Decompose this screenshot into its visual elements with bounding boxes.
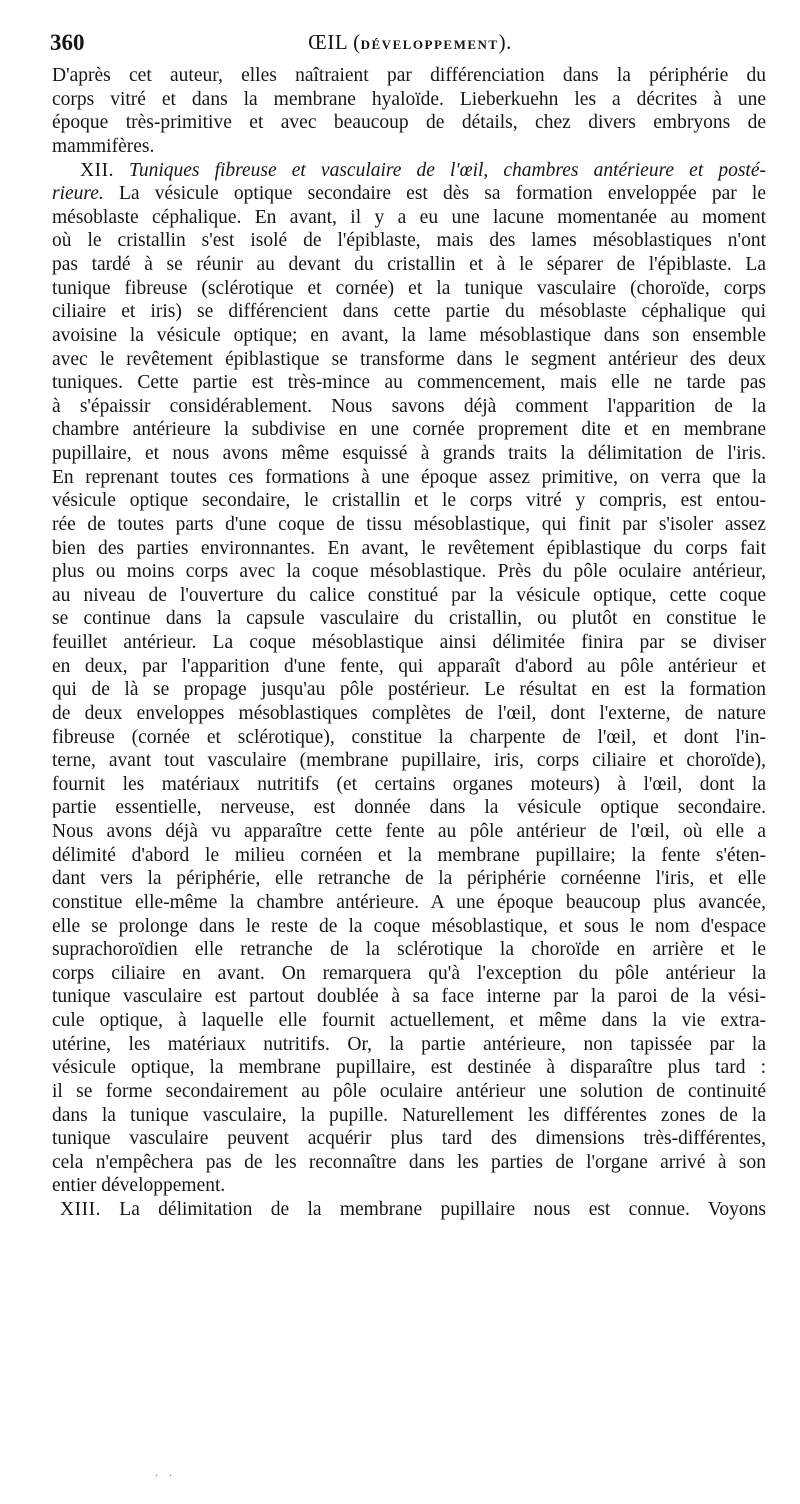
- text-line: avoisine la vésicule optique; en avant, la lame mésoblastique dans son ensemble: [52, 324, 766, 346]
- section-heading-line: [52, 159, 766, 183]
- print-speck: . .: [155, 1465, 176, 1479]
- text-line: vésicule optique secondaire, le cristallin et le corps vitré y compris, est entou-: [52, 490, 766, 512]
- text-line: feuillet antérieur. La coque mésoblastique ainsi délimitée finira par se diviser: [52, 632, 766, 653]
- text-line: se continue dans la capsule vasculaire du cristallin, ou plutôt en constitue le: [52, 608, 766, 630]
- text-line: En reprenant toutes ces formations à une époque assez primitive, on verra que la: [52, 466, 766, 488]
- text-line: elle se prolonge dans le reste de la coque mésoblastique, et sous le nom d'espace: [52, 915, 766, 937]
- text-line: époque très-primitive et avec beaucoup de détails, chez divers embryons de: [52, 112, 766, 134]
- text-line: chambre antérieure la subdivise en une cornée proprement dite et en membrane: [52, 419, 766, 441]
- text-line: corps ciliaire en avant. On remarquera qu'à l'exception du pôle antérieur la: [52, 962, 766, 984]
- text-line: fibreuse (cornée et sclérotique), constitue la charpente de l'œil, et dont l'in-: [52, 726, 766, 748]
- text-line: à s'épaissir considérablement. Nous savons déjà comment l'apparition de la: [52, 395, 766, 417]
- section-title-continued: rieure.: [52, 183, 104, 205]
- text-line: cela n'empêchera pas de les reconnaître dans les parties de l'organe arrivé à son: [52, 1151, 766, 1173]
- running-title: ŒIL (DÉVELOPPEMENT).: [308, 30, 512, 54]
- text-line: utérine, les matériaux nutritifs. Or, la partie antérieure, non tapissée par la: [52, 1033, 766, 1055]
- section-number: XIII.: [60, 1199, 101, 1220]
- running-title-main: ŒIL: [308, 30, 348, 54]
- text-line: pupillaire, et nous avons même esquissé à grands traits la délimitation de l'iris.: [52, 443, 766, 464]
- text-line: plus ou moins corps avec la coque mésoblastique. Près du pôle oculaire antérieur,: [52, 561, 766, 583]
- text-line: tunique vasculaire peuvent acquérir plus tard des dimensions très-différentes,: [52, 1128, 766, 1150]
- text-line: tunique vasculaire est partout doublée à sa face interne par la paroi de la vési-: [52, 986, 766, 1008]
- text-line: dans la tunique vasculaire, la pupille. Naturellement les différentes zones de la: [52, 1104, 766, 1126]
- text-line: rée de toutes parts d'une coque de tissu mésoblastique, qui finit par s'isoler assez: [52, 513, 766, 535]
- text-line: en deux, par l'apparition d'une fente, qui apparaît d'abord au pôle antérieur et: [52, 655, 766, 677]
- text-line: suprachoroïdien elle retranche de la sclérotique la choroïde en arrière et le: [52, 939, 766, 961]
- text-line: avec le revêtement épiblastique se transforme dans le segment antérieur des deux: [52, 348, 766, 370]
- text-line: délimité d'abord le milieu cornéen et la membrane pupillaire; la fente s'éten-: [52, 844, 766, 866]
- body-text: [52, 64, 766, 1222]
- text-line: Nous avons déjà vu apparaître cette fente au pôle antérieur de l'œil, où elle a: [52, 821, 766, 842]
- section-first-line: La délimitation de la membrane pupillaire nous est connue. Voyons: [100, 1199, 766, 1220]
- running-title-subtitle: DÉVELOPPEMENT: [360, 37, 499, 52]
- text-line: D'après cet auteur, elles naîtraient par différenciation dans la périphérie du: [52, 65, 766, 86]
- text-line: partie essentielle, nerveuse, est donnée dans la vésicule optique secondaire.: [52, 797, 766, 819]
- text-line: cule optique, à laquelle elle fournit actuellement, et même dans la vie extra-: [52, 1010, 766, 1031]
- section-heading-line: [52, 1198, 766, 1222]
- section-title: Tuniques fibreuse et vasculaire de l'œil, chambres antérieure et posté-: [129, 159, 766, 181]
- text-line: constitue elle-même la chambre antérieure. A une époque beaucoup plus avancée,: [52, 891, 766, 913]
- text-line: tunique fibreuse (sclérotique et cornée) et la tunique vasculaire (choroïde, corps: [52, 277, 766, 299]
- text-line: terne, avant tout vasculaire (membrane pupillaire, iris, corps ciliaire et choroïde),: [52, 750, 766, 772]
- text-line: bien des parties environnantes. En avant, le revêtement épiblastique du corps fait: [52, 537, 766, 559]
- text-line: de deux enveloppes mésoblastiques complètes de l'œil, dont l'externe, de nature: [52, 702, 766, 724]
- text-line: dant vers la périphérie, elle retranche de la périphérie cornéenne l'iris, et elle: [52, 868, 766, 890]
- text-line: rieure. La vésicule optique secondaire est dès sa formation enveloppée par le: [52, 183, 766, 205]
- text-line: mammifères.: [52, 135, 155, 157]
- text-line: vésicule optique, la membrane pupillaire, est destinée à disparaître plus tard :: [52, 1057, 766, 1079]
- section-number: XII.: [80, 159, 114, 181]
- page-number: 360: [50, 30, 85, 55]
- text-line: ciliaire et iris) se différencient dans cette partie du mésoblaste céphalique qui: [52, 301, 766, 323]
- text-line: mésoblaste céphalique. En avant, il y a eu une lacune momentanée au moment: [52, 206, 766, 228]
- text-line: entier développement.: [52, 1175, 226, 1197]
- text-line: pas tardé à se réunir au devant du cristallin et à le séparer de l'épiblaste. La: [52, 254, 766, 275]
- text-line: corps vitré et dans la membrane hyaloïde. Lieberkuehn les a décrites à une: [52, 88, 766, 110]
- text-line: il se forme secondairement au pôle oculaire antérieur une solution de continuité: [52, 1080, 766, 1102]
- text-line: où le cristallin s'est isolé de l'épiblaste, mais des lames mésoblastiques n'ont: [52, 230, 766, 252]
- text-line: fournit les matériaux nutritifs (et certains organes moteurs) à l'œil, dont la: [52, 773, 766, 795]
- text-line: au niveau de l'ouverture du calice constitué par la vésicule optique, cette coque: [52, 584, 766, 606]
- text-line: qui de là se propage jusqu'au pôle postérieur. Le résultat en est la formation: [52, 679, 766, 701]
- text-line: tuniques. Cette partie est très-mince au commencement, mais elle ne tarde pas: [52, 372, 766, 394]
- running-header: [50, 30, 770, 60]
